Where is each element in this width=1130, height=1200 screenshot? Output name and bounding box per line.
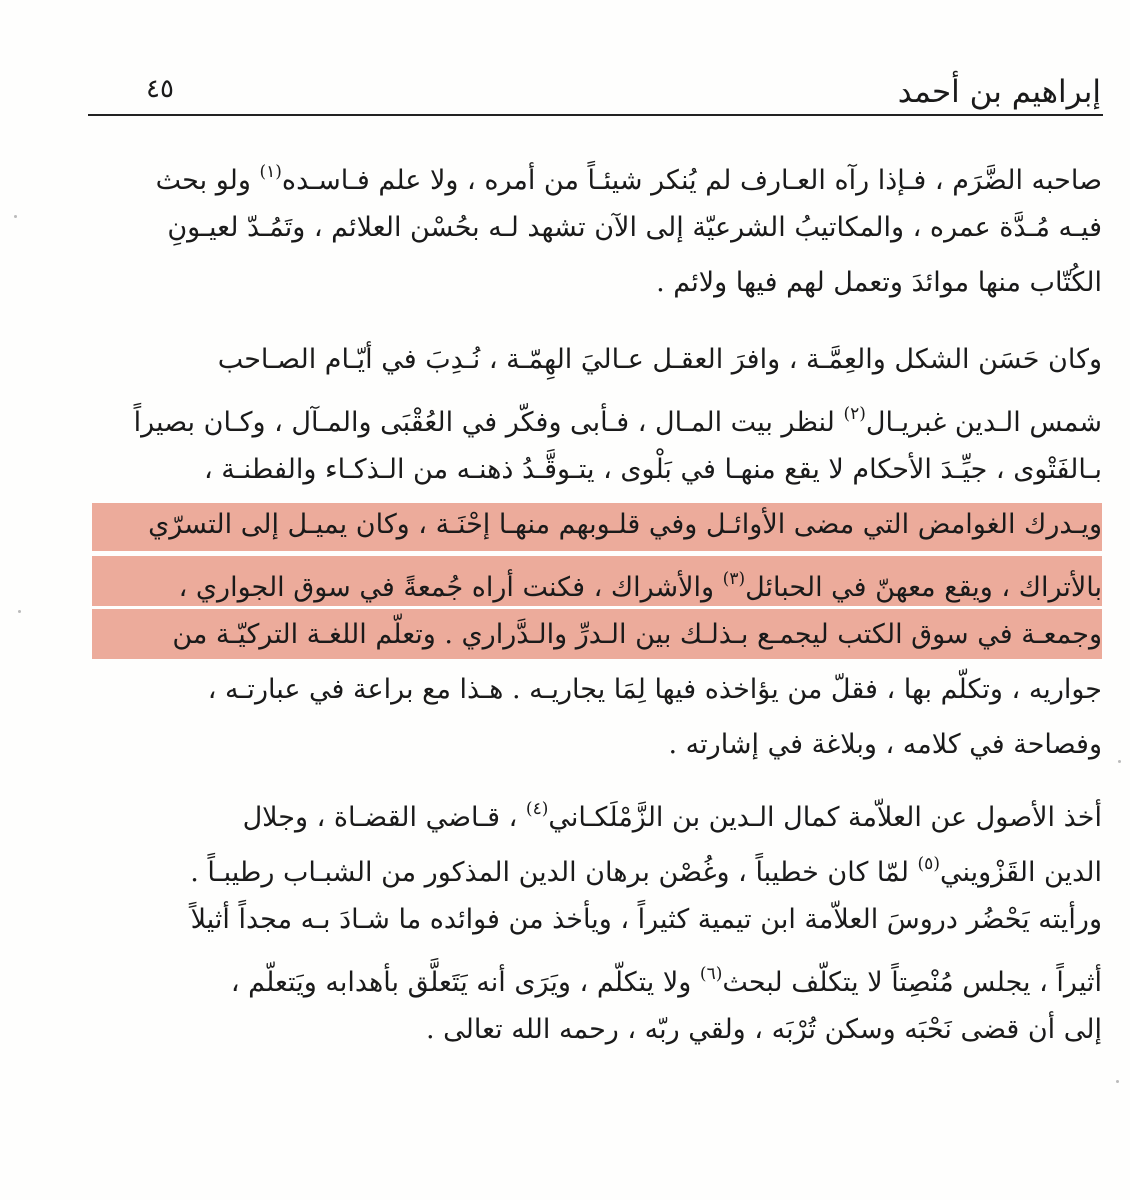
- body-text: [92, 145, 1102, 1057]
- line-text-continued: لمّا كان خطيباً ، وغُصْن برهان الدين المذكور من الشبـاب رطيبـاً .: [190, 857, 918, 888]
- line-text-continued: ولا يتكلّم ، ويَرَى أنه يَتَعلَّق بأهدابه ويَتعلّم ،: [230, 967, 700, 998]
- page-number: ٤٥: [146, 74, 174, 104]
- scan-speck: [1116, 1080, 1119, 1083]
- text-line: [92, 387, 1102, 442]
- scan-speck: [18, 610, 21, 613]
- line-text-continued: لنظر بيت المـال ، فـأبى وفكّر في العُقْبَى والمـآل ، وكـان بصيراً: [133, 407, 844, 438]
- line-text: أثيراً ، يجلس مُنْصِتاً لا يتكلّف لبحث: [722, 967, 1102, 998]
- text-line: [92, 1002, 1102, 1057]
- line-text: شمس الـدين غبريـال: [865, 407, 1102, 438]
- text-line: [92, 782, 1102, 837]
- text-line: [92, 145, 1102, 200]
- line-text: أخذ الأصول عن العلاّمة كمال الـدين بن الزَّمْلَكـاني: [548, 802, 1102, 833]
- line-text: فيـه مُـدَّة عمره ، والمكاتيبُ الشرعيّة إلى الآن تشهد لـه بحُسْن العلائم ، وتَمُـدّ لعيـونِ: [167, 212, 1102, 243]
- text-line: [92, 947, 1102, 1002]
- text-line-highlighted: [92, 552, 1102, 607]
- line-text-continued: ، قـاضي القضـاة ، وجلال: [242, 802, 526, 833]
- paragraph: [92, 782, 1102, 1057]
- footnote-marker: (١): [259, 162, 282, 182]
- text-line-highlighted: [92, 497, 1102, 552]
- line-text: ورأيته يَحْضُر دروسَ العلاّمة ابن تيمية كثيراً ، ويأخذ من فوائده ما شـادَ بـه مجداً أثيلاً: [190, 904, 1102, 935]
- line-text: بالأتراك ، ويقع معهنّ في الحبائل: [745, 572, 1102, 603]
- footnote-marker: (٦): [699, 964, 723, 984]
- line-text: بـالفَتْوى ، جيِّـدَ الأحكام لا يقع منهـا في بَلْوى ، يتـوقَّـدُ ذهنـه من الـذكـاء والفطنـة ،: [203, 454, 1102, 485]
- text-line-highlighted: [92, 607, 1102, 662]
- paragraph-gap: [92, 772, 1102, 782]
- scan-speck: [1118, 760, 1121, 763]
- footnote-marker: (٥): [917, 854, 940, 874]
- text-line: [92, 837, 1102, 892]
- page-header: [88, 60, 1103, 116]
- text-line: [92, 332, 1102, 387]
- paragraph: [92, 332, 1102, 772]
- text-line: [92, 892, 1102, 947]
- footnote-marker: (٣): [722, 569, 746, 589]
- footnote-marker: (٢): [843, 404, 866, 424]
- line-text-continued: ولو بحث: [155, 165, 260, 196]
- line-text: الكُتّاب منها موائدَ وتعمل لهم فيها ولائم .: [656, 267, 1102, 298]
- line-text: صاحبه الضَّرَم ، فـإذا رآه العـارف لم يُنكر شيئـاً من أمره ، ولا علم فـاسـده: [281, 165, 1102, 196]
- scan-speck: [14, 215, 17, 218]
- text-line: [92, 662, 1102, 717]
- line-text-continued: والأشراك ، فكنت أراه جُمعةً في سوق الجواري ،: [178, 572, 723, 603]
- line-text: وفصاحة في كلامه ، وبلاغة في إشارته .: [668, 729, 1102, 760]
- line-text: جواريه ، وتكلّم بها ، فقلّ من يؤاخذه فيها لِمَا يجاريـه . هـذا مع براعة في عبارتـه ،: [207, 674, 1102, 705]
- line-text: إلى أن قضى نَحْبَه وسكن تُرْبَه ، ولقي ربّه ، رحمه الله تعالى .: [426, 1014, 1102, 1045]
- text-line: [92, 442, 1102, 497]
- line-text: وكان حَسَن الشكل والعِمَّـة ، وافرَ العقـل عـاليَ الهِمّـة ، نُـدِبَ في أيّـام الصـاحب: [217, 344, 1102, 375]
- text-line: [92, 200, 1102, 255]
- footnote-marker: (٤): [525, 799, 549, 819]
- line-text: الدين القَزْويني: [939, 857, 1102, 888]
- line-text: ويـدرك الغوامض التي مضى الأوائـل وفي قلـوبهم منهـا إحْنَـة ، وكان يميـل إلى التسرّي: [148, 509, 1102, 540]
- text-line: [92, 717, 1102, 772]
- line-text: وجمعـة في سوق الكتب ليجمـع بـذلـك بين الـدرِّ والـدَّراري . وتعلّم اللغـة التركيّـة من: [172, 619, 1102, 650]
- paragraph: [92, 145, 1102, 310]
- paragraph-gap: [92, 310, 1102, 332]
- text-line: [92, 255, 1102, 310]
- running-title: إبراهيم بن أحمد: [897, 74, 1101, 110]
